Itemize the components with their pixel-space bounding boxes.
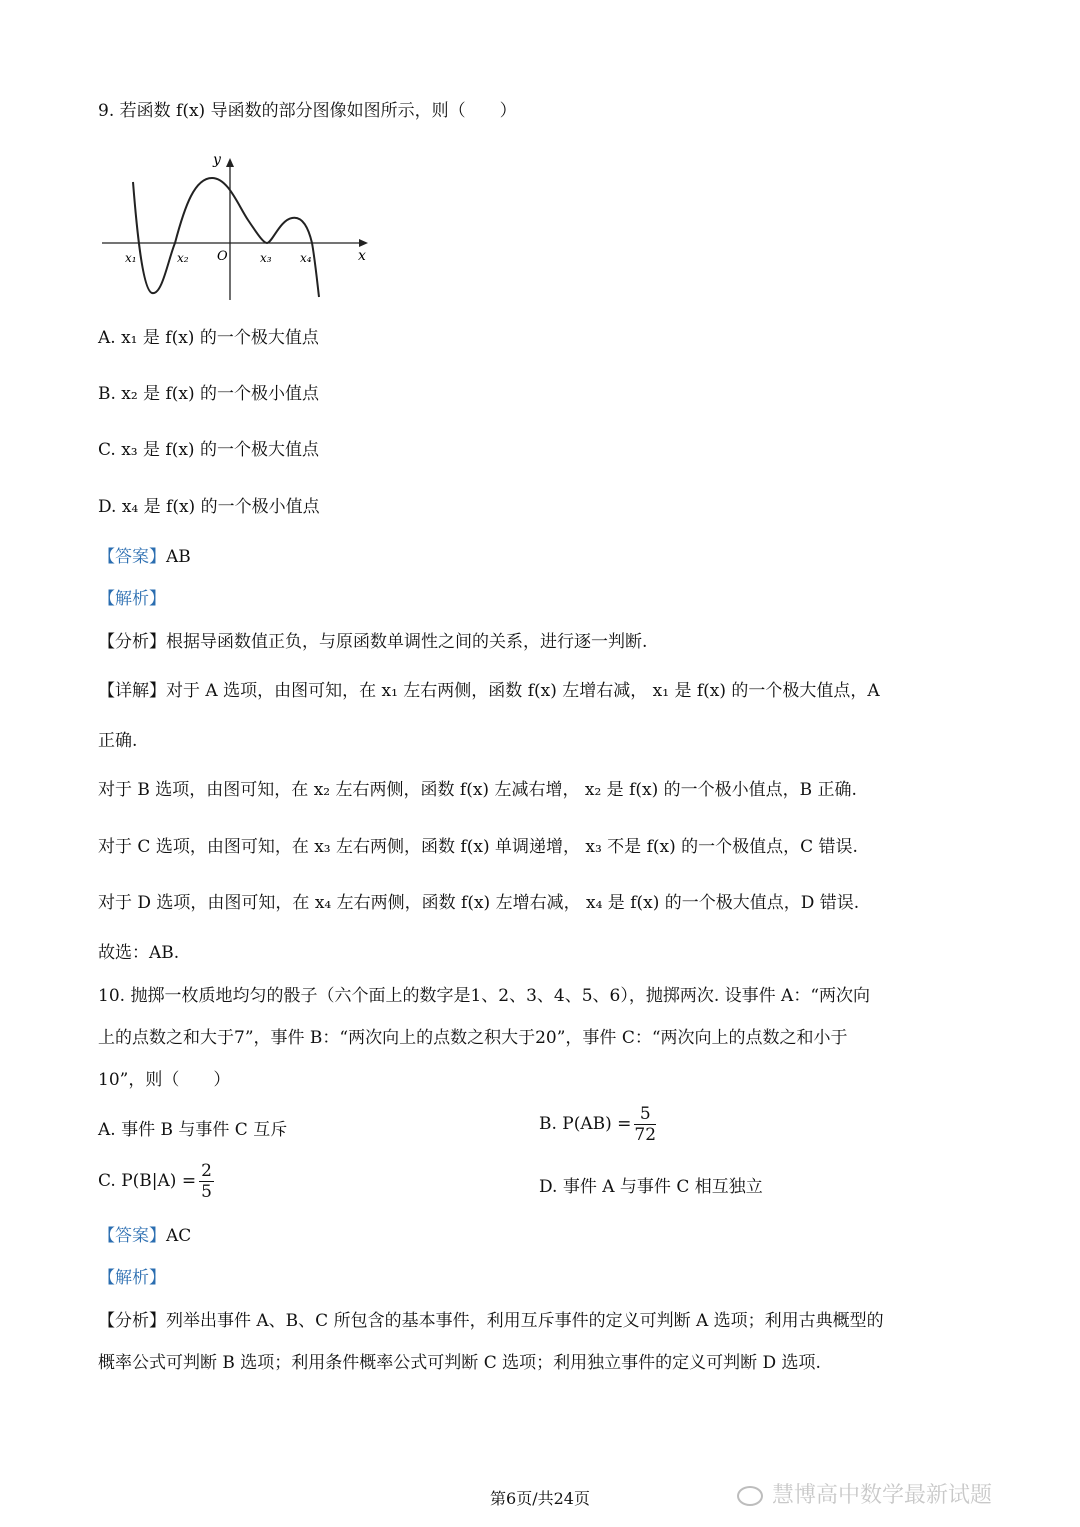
fenxi-tag: 【分析】	[98, 1311, 166, 1331]
q9-xiangjie-1b: 正确.	[98, 731, 138, 751]
fraction-numerator: 5	[634, 1104, 656, 1125]
q9-xiangjie-3: 对于 C 选项，由图可知，在 x₃ 左右两侧，函数 f(x) 单调递增， x₃ 不是 f(x) 的一个极值点，C 错误.	[98, 837, 858, 857]
q9-answer	[98, 545, 191, 569]
x4-label: x₄	[300, 251, 312, 265]
answer-tag: 【答案】	[98, 1226, 166, 1246]
q9-option-c: C. x₃ 是 f(x) 的一个极大值点	[98, 440, 319, 460]
q9-fenxi	[98, 630, 647, 654]
q10-answer	[98, 1224, 191, 1248]
y-label: y	[213, 152, 221, 168]
x1-label: x₁	[125, 251, 137, 265]
y-axis-arrow	[226, 158, 234, 167]
q9-xiangjie	[98, 679, 880, 703]
answer-tag: 【答案】	[98, 547, 166, 567]
fenxi-text-1: 列举出事件 A、B、C 所包含的基本事件，利用互斥事件的定义可判断 A 选项；利用古典概型的	[166, 1311, 884, 1331]
q10-option-d: D. 事件 A 与事件 C 相互独立	[539, 1177, 763, 1197]
xiangjie-text-1: 对于 A 选项，由图可知，在 x₁ 左右两侧，函数 f(x) 左增右减， x₁ 是 f(x) 的一个极大值点，A	[166, 681, 880, 701]
q10-option-b-prefix: B. P(AB) =	[539, 1114, 632, 1134]
q10-fenxi-1	[98, 1309, 884, 1333]
page-number: 第6页/共24页	[490, 1489, 590, 1508]
q10-fenxi-2: 概率公式可判断 B 选项；利用条件概率公式可判断 C 选项；利用独立事件的定义可判断 D 选项.	[98, 1353, 821, 1373]
derivative-curve	[133, 178, 319, 297]
q9-analysis-tag: 【解析】	[98, 589, 166, 609]
q10-option-c	[98, 1161, 214, 1202]
fenxi-text: 根据导函数值正负，与原函数单调性之间的关系，进行逐一判断.	[166, 632, 648, 652]
watermark: 慧博高中数学最新试题	[772, 1483, 993, 1508]
answer-value: AB	[166, 547, 191, 567]
q10-option-b	[539, 1104, 656, 1145]
q10-stem-2: 上的点数之和大于7”，事件 B：“两次向上的点数之积大于20”，事件 C：“两次向上的点数之和小于	[98, 1028, 848, 1048]
q9-xiangjie-2: 对于 B 选项，由图可知，在 x₂ 左右两侧，函数 f(x) 左减右增， x₂ 是 f(x) 的一个极小值点，B 正确.	[98, 780, 857, 800]
q10-option-a: A. 事件 B 与事件 C 互斥	[98, 1120, 288, 1140]
q10-option-b-fraction	[634, 1104, 656, 1145]
fraction-denominator: 5	[201, 1182, 212, 1202]
q10-option-c-prefix: C. P(B|A) =	[98, 1171, 197, 1191]
x-label: x	[358, 248, 366, 264]
q10-stem-1: 10. 抛掷一枚质地均匀的骰子（六个面上的数字是1、2、3、4、5、6），抛掷两次. 设事件 A：“两次向	[98, 986, 871, 1006]
q9-xiangjie-4: 对于 D 选项，由图可知，在 x₄ 左右两侧，函数 f(x) 左增右减， x₄ 是 f(x) 的一个极大值点，D 错误.	[98, 893, 860, 913]
q9-conclusion: 故选：AB.	[98, 943, 180, 963]
x-axis-arrow	[359, 239, 368, 247]
x3-label: x₃	[260, 251, 272, 265]
x2-label: x₂	[177, 251, 189, 265]
fraction-denominator: 72	[634, 1125, 657, 1145]
answer-value: AC	[166, 1226, 192, 1246]
origin-label: O	[217, 249, 228, 264]
wechat-icon	[737, 1486, 763, 1506]
fenxi-tag: 【分析】	[98, 632, 166, 652]
q9-option-b: B. x₂ 是 f(x) 的一个极小值点	[98, 384, 320, 404]
q9-option-a: A. x₁ 是 f(x) 的一个极大值点	[98, 328, 319, 348]
q10-stem-3: 10”，则（ ）	[98, 1070, 231, 1090]
fraction-numerator: 2	[201, 1161, 212, 1181]
q10-option-c-fraction	[199, 1161, 214, 1202]
xiangjie-tag: 【详解】	[98, 681, 166, 701]
q9-stem: 9. 若函数 f(x) 导函数的部分图像如图所示，则（ ）	[98, 101, 517, 121]
derivative-graph	[100, 150, 375, 305]
q9-option-d: D. x₄ 是 f(x) 的一个极小值点	[98, 497, 320, 517]
q10-analysis-tag: 【解析】	[98, 1268, 166, 1288]
